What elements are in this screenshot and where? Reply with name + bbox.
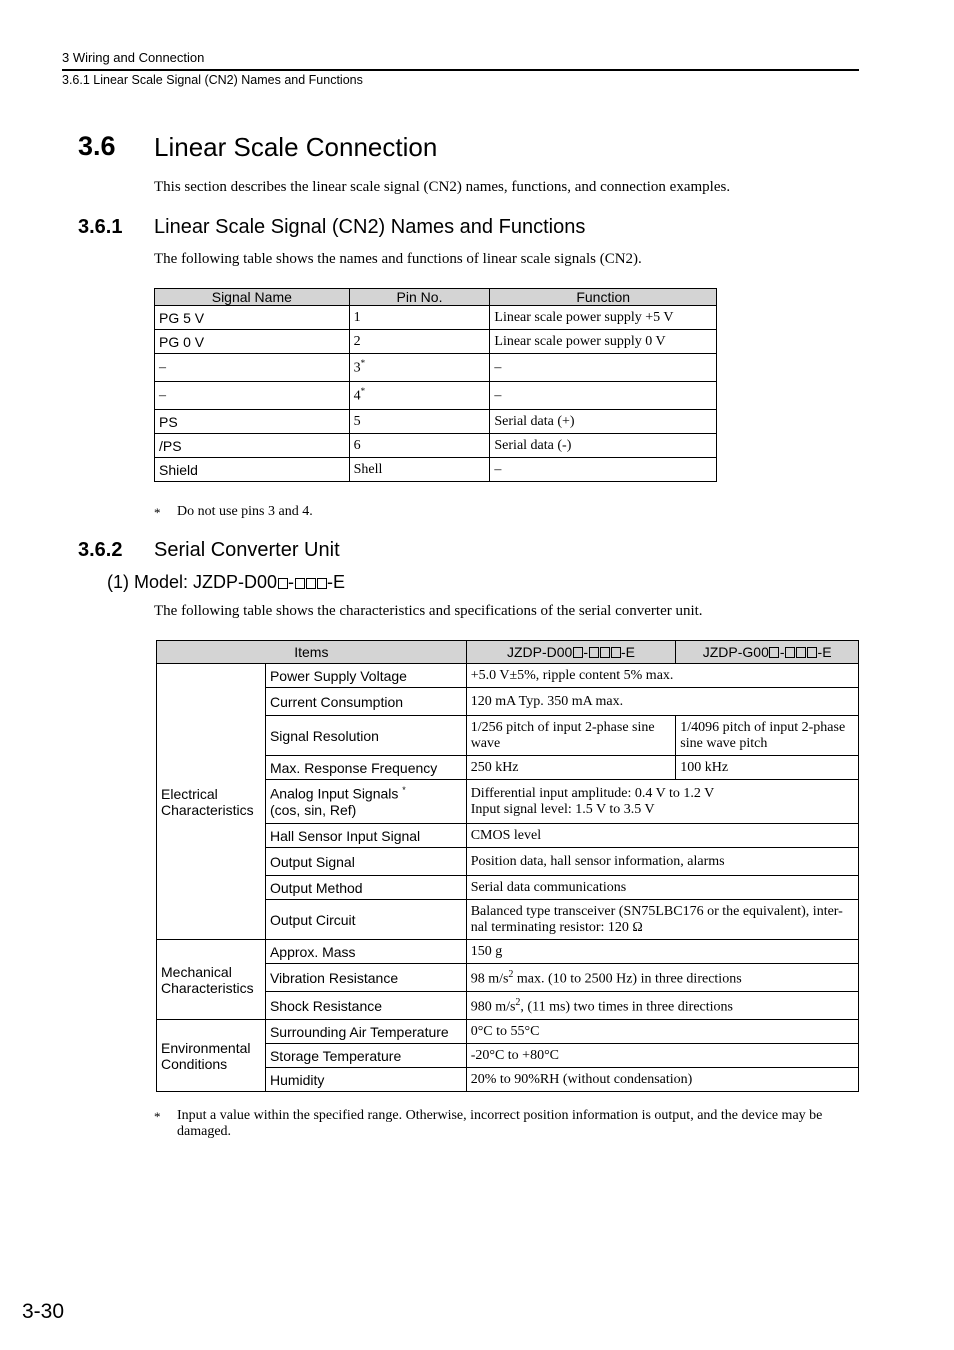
column-header-jzdp-d00	[466, 641, 676, 664]
section-number-3-6-2: 3.6.2	[78, 539, 123, 561]
signal-name-cell: PS	[155, 410, 350, 434]
item-current-consumption: Current Consumption	[265, 688, 466, 716]
placeholder-box	[295, 578, 305, 589]
item-output-circuit: Output Circuit	[265, 900, 466, 940]
model-suffix: -E	[817, 644, 832, 660]
column-header-function: Function	[490, 289, 717, 306]
item-output-signal: Output Signal	[265, 848, 466, 876]
table-row	[157, 940, 859, 964]
model-mid: -	[583, 644, 588, 660]
table-header-row	[157, 641, 859, 664]
signal-name-cell: /PS	[155, 434, 350, 458]
model-mid: -	[779, 644, 785, 660]
value-part: 980 m/s	[470, 999, 516, 1015]
signal-name-cell: Shield	[155, 458, 350, 482]
value-part: 98 m/s	[470, 971, 509, 987]
item-storage-temperature: Storage Temperature	[265, 1044, 466, 1068]
value-max-response-frequency-g: 100 kHz	[676, 756, 859, 780]
item-signal-resolution: Signal Resolution	[265, 716, 466, 756]
placeholder-box	[600, 647, 610, 658]
placeholder-box	[807, 647, 817, 658]
pin-no-value: 3	[353, 360, 361, 376]
item-surrounding-air-temperature: Surrounding Air Temperature	[265, 1020, 466, 1044]
item-label-line: Analog Input Signals	[269, 785, 399, 802]
signal-name-cell: PG 5 V	[155, 306, 350, 330]
section-number-3-6-1: 3.6.1	[78, 216, 123, 238]
running-header-chapter: 3 Wiring and Connection	[62, 50, 205, 65]
column-header-jzdp-g00	[676, 641, 859, 664]
table-row	[155, 330, 717, 354]
table-row	[155, 306, 717, 330]
column-header-pin-no: Pin No.	[349, 289, 490, 306]
signal-name-cell: PG 0 V	[155, 330, 350, 354]
value-output-signal: Position data, hall sensor information, alarms	[466, 848, 858, 876]
group-label-line: Characteristics	[161, 979, 254, 996]
value-analog-input-signals	[466, 780, 858, 824]
value-output-method: Serial data communications	[466, 876, 858, 900]
table-row	[155, 434, 717, 458]
function-cell: –	[490, 354, 717, 382]
value-output-circuit	[466, 900, 858, 940]
item-approx-mass: Approx. Mass	[265, 940, 466, 964]
footnote-ref-mark: *	[402, 785, 406, 796]
table-row	[155, 410, 717, 434]
value-max-response-frequency-d: 250 kHz	[466, 756, 676, 780]
function-cell: –	[490, 458, 717, 482]
group-label-line: Environmental	[161, 1039, 251, 1056]
item-hall-sensor-input-signal: Hall Sensor Input Signal	[265, 824, 466, 848]
item-max-response-frequency: Max. Response Frequency	[265, 756, 466, 780]
value-vibration-resistance	[466, 964, 858, 992]
value-line: nal terminating resistor: 120 Ω	[470, 919, 643, 935]
footnote-mark: *	[154, 1109, 161, 1124]
group-label-line: Conditions	[161, 1055, 228, 1072]
model-g-prefix: JZDP-G00	[702, 644, 769, 660]
pin-no-value: 4	[353, 388, 361, 404]
function-cell: Serial data (-)	[490, 434, 717, 458]
value-line: Balanced type transceiver (SN75LBC176 or the equivalent), inter-	[470, 903, 843, 919]
item-output-method: Output Method	[265, 876, 466, 900]
pin-no-cell: 5	[349, 410, 490, 434]
cn2-signal-table	[154, 288, 717, 482]
running-header-section: 3.6.1 Linear Scale Signal (CN2) Names and Functions	[62, 73, 363, 87]
section-number-3-6: 3.6	[78, 131, 116, 161]
function-cell: –	[490, 382, 717, 410]
placeholder-box	[785, 647, 795, 658]
item-humidity: Humidity	[265, 1068, 466, 1092]
table-row	[155, 382, 717, 410]
group-environmental-conditions	[157, 1020, 266, 1092]
placeholder-box	[573, 647, 583, 658]
table-row	[157, 664, 859, 688]
pin-no-cell	[349, 354, 490, 382]
value-signal-resolution-g: 1/4096 pitch of input 2-phase sine wave pitch	[676, 716, 859, 756]
value-storage-temperature: -20°C to +80°C	[466, 1044, 858, 1068]
model-d-prefix: JZDP-D00	[506, 644, 573, 660]
superscript: 2	[508, 969, 514, 981]
column-header-items: Items	[157, 641, 467, 664]
section-3-6-1-intro: The following table shows the names and functions of linear scale signals (CN2).	[154, 251, 642, 267]
value-current-consumption: 120 mA Typ. 350 mA max.	[466, 688, 858, 716]
value-line: Differential input amplitude: 0.4 V to 1.2 V	[470, 785, 715, 801]
pin-no-cell	[349, 382, 490, 410]
model-suffix: -E	[621, 644, 635, 660]
function-cell: Linear scale power supply 0 V	[490, 330, 717, 354]
placeholder-box	[317, 578, 327, 589]
footnote-mark: *	[154, 505, 161, 520]
group-label-line: Mechanical	[161, 963, 232, 980]
group-label-line: Characteristics	[161, 801, 254, 818]
pin-no-cell: 2	[349, 330, 490, 354]
section-3-6-intro: This section describes the linear scale signal (CN2) names, functions, and connection examples.	[154, 179, 731, 195]
page-number: 3-30	[22, 1300, 65, 1323]
value-part: max. (10 to 2500 Hz) in three directions	[513, 971, 742, 987]
table-row	[157, 1020, 859, 1044]
model-suffix: -E	[327, 572, 346, 592]
function-cell: Serial data (+)	[490, 410, 717, 434]
value-humidity: 20% to 90%RH (without condensation)	[466, 1068, 858, 1092]
footnote-text: Input a value within the specified range. Otherwise, incorrect position information is output, and the device may be damaged.	[177, 1108, 823, 1139]
value-power-supply-voltage: +5.0 V±5%, ripple content 5% max.	[466, 664, 858, 688]
group-electrical-characteristics	[157, 664, 266, 940]
table-header-row	[155, 289, 717, 306]
pin-no-cell: Shell	[349, 458, 490, 482]
section-3-6-2-intro: The following table shows the characteristics and specifications of the serial converter unit.	[154, 603, 703, 619]
footnote-ref-mark: *	[360, 358, 366, 369]
placeholder-box	[589, 647, 599, 658]
value-shock-resistance	[466, 992, 858, 1020]
placeholder-box	[796, 647, 806, 658]
section-title-3-6: Linear Scale Connection	[154, 132, 438, 162]
item-shock-resistance: Shock Resistance	[265, 992, 466, 1020]
serial-converter-spec-table	[156, 640, 859, 1092]
group-mechanical-characteristics	[157, 940, 266, 1020]
footnote-ref-mark: *	[360, 386, 366, 397]
group-label-line: Electrical	[161, 785, 218, 802]
column-header-signal-name: Signal Name	[155, 289, 350, 306]
value-signal-resolution-d: 1/256 pitch of input 2-phase sine wave	[466, 716, 676, 756]
item-power-supply-voltage: Power Supply Voltage	[265, 664, 466, 688]
footnote-text: Do not use pins 3 and 4.	[177, 504, 313, 519]
value-approx-mass: 150 g	[466, 940, 858, 964]
table-row	[155, 354, 717, 382]
placeholder-box	[306, 578, 316, 589]
placeholder-box	[611, 647, 621, 658]
model-heading	[107, 572, 345, 593]
model-mid: -	[288, 572, 295, 592]
superscript: 2	[515, 997, 521, 1009]
table-row	[155, 458, 717, 482]
value-part: , (11 ms) two times in three directions	[520, 999, 733, 1015]
placeholder-box	[278, 578, 288, 589]
signal-name-cell: –	[155, 382, 350, 410]
value-line: Input signal level: 1.5 V to 3.5 V	[470, 801, 655, 817]
section-title-3-6-2: Serial Converter Unit	[154, 539, 340, 561]
function-cell: Linear scale power supply +5 V	[490, 306, 717, 330]
pin-no-cell: 6	[349, 434, 490, 458]
item-vibration-resistance: Vibration Resistance	[265, 964, 466, 992]
pin-no-cell: 1	[349, 306, 490, 330]
model-prefix: (1) Model: JZDP-D00	[107, 572, 278, 592]
value-surrounding-air-temperature: 0°C to 55°C	[466, 1020, 858, 1044]
signal-name-cell: –	[155, 354, 350, 382]
item-label-line: (cos, sin, Ref)	[269, 801, 357, 818]
placeholder-box	[769, 647, 779, 658]
header-rule	[62, 69, 859, 71]
section-title-3-6-1: Linear Scale Signal (CN2) Names and Functions	[154, 216, 586, 238]
item-analog-input-signals	[265, 780, 466, 824]
value-hall-sensor-input-signal: CMOS level	[466, 824, 858, 848]
